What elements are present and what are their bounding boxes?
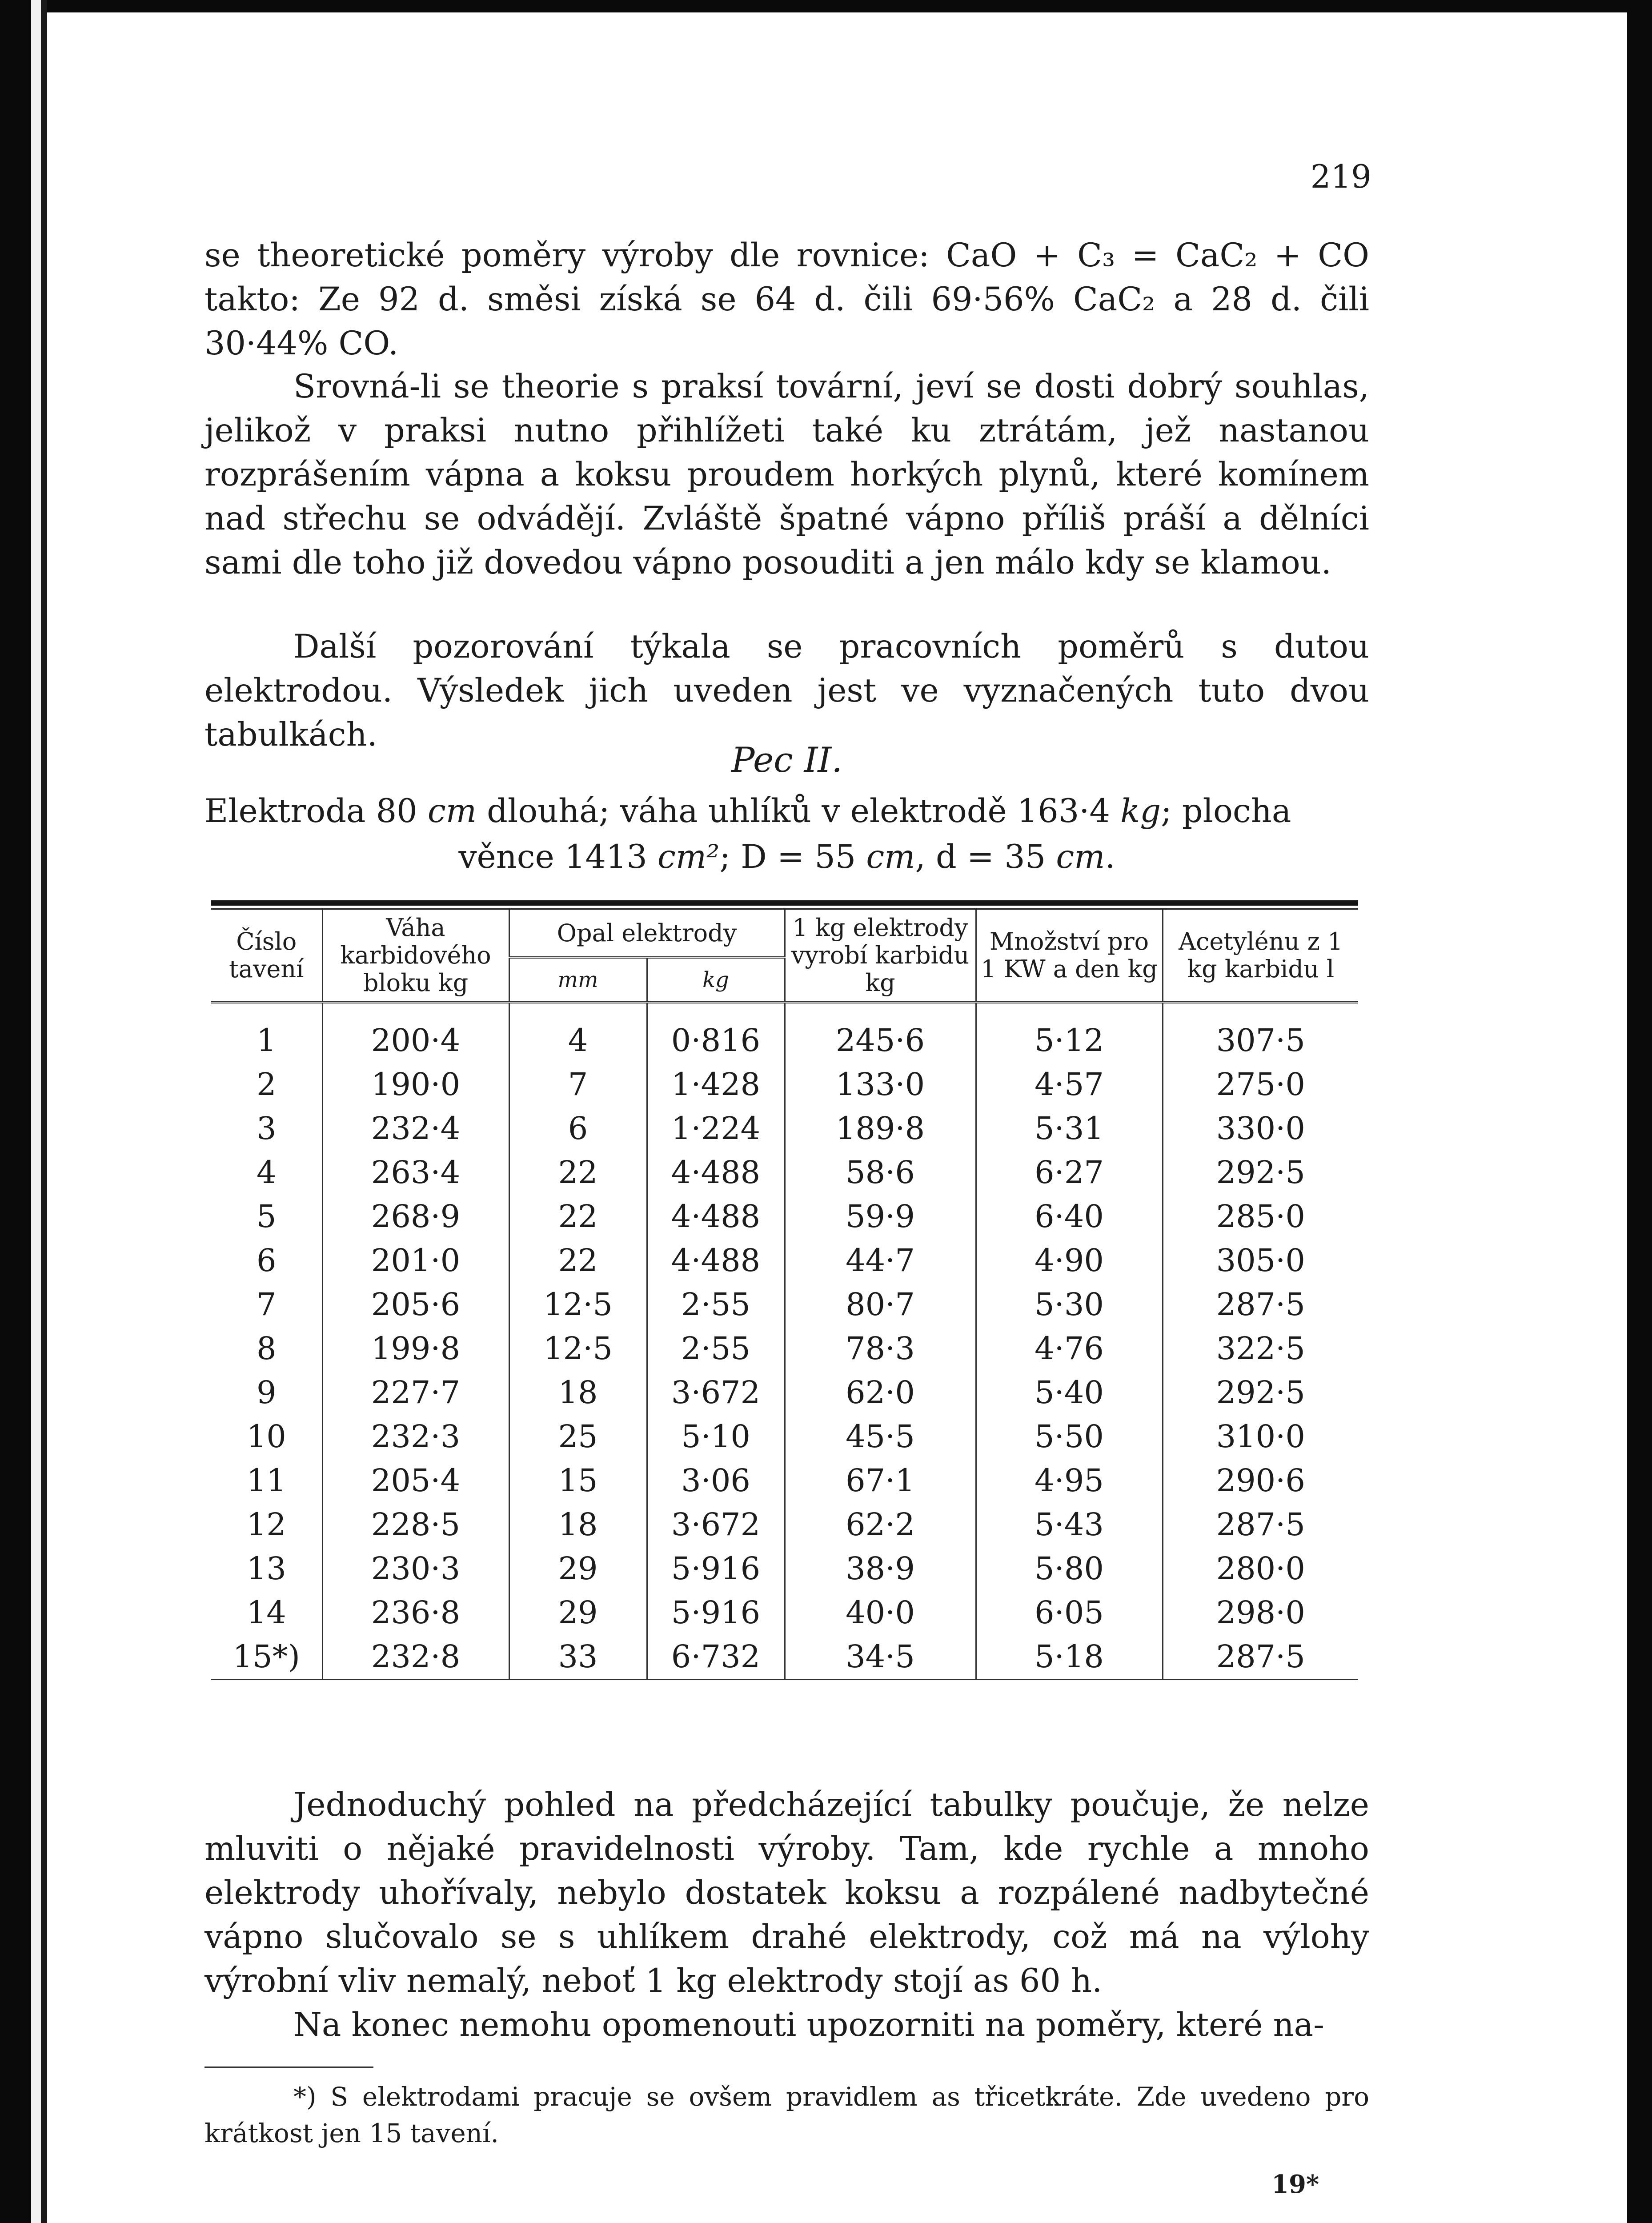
- header-opal-kg: kg: [647, 958, 785, 1003]
- cell-acetylen: 292·5: [1163, 1151, 1358, 1195]
- cell-vyrobi: 80·7: [785, 1283, 976, 1327]
- cell-n: 10: [246, 1418, 286, 1455]
- cell-mnozstvi: 4·90: [976, 1239, 1163, 1283]
- paragraph-2: Srovná-li se theorie s praksí tovární, jeví se dosti dobrý souhlas, jelikož v praksi nutno přihlížeti také ku ztrátám, jež nastanou rozprášením vápna a koksu proudem horkých plynů, které komínem nad střechu se odvádějí. Zvláště špatné vápno příliš práší a dělníci sami dle toho již dovedou vápno posouditi a jen málo kdy se klamou.: [204, 368, 1369, 582]
- scan-border-gap: [31, 0, 41, 2223]
- cell-acetylen: 275·0: [1163, 1063, 1358, 1107]
- paragraph-1: se theoretické poměry výroby dle rovnice: CaO + C₃ = CaC₂ + CO takto: Ze 92 d. směsi získá se 64 d. čili 69·56% CaC₂ a 28 d. čili 30·44% CO.: [204, 237, 1369, 362]
- header-elektrody: 1 kg elektrody vyrobí karbidu kg: [785, 910, 976, 1003]
- cell-mnozstvi: 5·43: [976, 1503, 1163, 1547]
- cell-n: 3: [256, 1110, 277, 1147]
- cell-n: 14: [246, 1594, 286, 1631]
- cell-vyrobi: 67·1: [785, 1459, 976, 1503]
- cell-kg: 3·672: [647, 1371, 785, 1415]
- cell-acetylen: 290·6: [1163, 1459, 1358, 1503]
- table-row: [211, 1327, 1358, 1371]
- table-row: [211, 1371, 1358, 1415]
- cell-mnozstvi: 6·40: [976, 1195, 1163, 1239]
- table-row: [211, 1591, 1358, 1635]
- cell-vaha: 232·8: [322, 1635, 509, 1680]
- scan-border-right: [1627, 0, 1652, 2223]
- cell-mnozstvi: 5·31: [976, 1107, 1163, 1151]
- cell-n: 5: [256, 1198, 277, 1235]
- table-row: [211, 1547, 1358, 1591]
- scan-border-left-inner: [41, 0, 47, 2223]
- cell-vyrobi: 59·9: [785, 1195, 976, 1239]
- table-row: [211, 1151, 1358, 1195]
- table-row: [211, 1063, 1358, 1107]
- cell-vyrobi: 62·2: [785, 1503, 976, 1547]
- cell-mnozstvi: 4·57: [976, 1063, 1163, 1107]
- cell-mm: 12·5: [509, 1327, 647, 1371]
- cell-n: 13: [246, 1550, 286, 1587]
- table-title: Pec II.: [731, 740, 843, 780]
- cell-acetylen: 292·5: [1163, 1371, 1358, 1415]
- scan-border-top: [0, 0, 1652, 12]
- paragraph-5: Na konec nemohu opomenouti upozorniti na poměry, které na-: [293, 2006, 1324, 2044]
- cell-acetylen: 307·5: [1163, 1003, 1358, 1063]
- cell-kg: 5·916: [647, 1591, 785, 1635]
- cell-kg: 0·816: [647, 1003, 785, 1063]
- table-top-rule: [211, 900, 1358, 906]
- cell-mm: 18: [509, 1503, 647, 1547]
- cell-kg: 4·488: [647, 1151, 785, 1195]
- cell-vyrobi: 78·3: [785, 1327, 976, 1371]
- electrode-spec-line-1: Elektroda 80 cm dlouhá; váha uhlíků v elektrodě 163·4 kg; plocha: [204, 792, 1291, 830]
- cell-vaha: 232·3: [322, 1415, 509, 1459]
- header-opal-mm: mm: [509, 958, 647, 1003]
- cell-vyrobi: 58·6: [785, 1151, 976, 1195]
- cell-mnozstvi: 5·50: [976, 1415, 1163, 1459]
- cell-acetylen: 305·0: [1163, 1239, 1358, 1283]
- cell-kg: 1·224: [647, 1107, 785, 1151]
- cell-mm: 25: [509, 1415, 647, 1459]
- cell-mnozstvi: 5·30: [976, 1283, 1163, 1327]
- cell-n: 11: [246, 1462, 286, 1499]
- table-row: [211, 1635, 1358, 1680]
- cell-acetylen: 287·5: [1163, 1635, 1358, 1680]
- table-row: [211, 1003, 1358, 1063]
- cell-vyrobi: 45·5: [785, 1415, 976, 1459]
- cell-mm: 29: [509, 1591, 647, 1635]
- cell-acetylen: 330·0: [1163, 1107, 1358, 1151]
- cell-n: 15*): [211, 1635, 322, 1680]
- cell-n: 9: [256, 1374, 277, 1411]
- cell-n: 8: [256, 1330, 277, 1367]
- cell-n: 7: [256, 1286, 277, 1323]
- cell-vaha: 268·9: [322, 1195, 509, 1239]
- cell-mnozstvi: 5·80: [976, 1547, 1163, 1591]
- cell-mnozstvi: 6·27: [976, 1151, 1163, 1195]
- header-opal: Opal elektrody: [509, 910, 785, 958]
- cell-acetylen: 287·5: [1163, 1283, 1358, 1327]
- cell-kg: 3·06: [647, 1459, 785, 1503]
- cell-mnozstvi: 4·76: [976, 1327, 1163, 1371]
- cell-vyrobi: 133·0: [785, 1063, 976, 1107]
- cell-vaha: 201·0: [322, 1239, 509, 1283]
- cell-vaha: 190·0: [322, 1063, 509, 1107]
- header-acetylenu: Acetylénu z 1 kg karbidu l: [1163, 910, 1358, 1003]
- cell-acetylen: 310·0: [1163, 1415, 1358, 1459]
- cell-n: 1: [256, 1022, 277, 1059]
- cell-mm: 22: [509, 1195, 647, 1239]
- cell-mm: 18: [509, 1371, 647, 1415]
- cell-mm: 7: [509, 1063, 647, 1107]
- cell-vyrobi: 62·0: [785, 1371, 976, 1415]
- cell-mnozstvi: 5·40: [976, 1371, 1163, 1415]
- cell-vyrobi: 40·0: [785, 1591, 976, 1635]
- cell-kg: 6·732: [647, 1635, 785, 1680]
- cell-kg: 4·488: [647, 1195, 785, 1239]
- cell-vaha: 230·3: [322, 1547, 509, 1591]
- cell-acetylen: 280·0: [1163, 1547, 1358, 1591]
- scan-border-left: [0, 0, 31, 2223]
- cell-vaha: 199·8: [322, 1327, 509, 1371]
- cell-mm: 29: [509, 1547, 647, 1591]
- cell-vaha: 227·7: [322, 1371, 509, 1415]
- table-row: [211, 1107, 1358, 1151]
- cell-acetylen: 322·5: [1163, 1327, 1358, 1371]
- cell-vyrobi: 44·7: [785, 1239, 976, 1283]
- cell-vaha: 232·4: [322, 1107, 509, 1151]
- cell-n: 6: [256, 1242, 277, 1279]
- cell-mnozstvi: 4·95: [976, 1459, 1163, 1503]
- page-number: 219: [1310, 158, 1371, 195]
- cell-kg: 1·428: [647, 1063, 785, 1107]
- cell-vyrobi: 245·6: [785, 1003, 976, 1063]
- cell-vaha: 228·5: [322, 1503, 509, 1547]
- cell-mm: 4: [509, 1003, 647, 1063]
- cell-kg: 2·55: [647, 1327, 785, 1371]
- cell-kg: 4·488: [647, 1239, 785, 1283]
- cell-vaha: 205·4: [322, 1459, 509, 1503]
- cell-mm: 6: [509, 1107, 647, 1151]
- table-row: [211, 1415, 1358, 1459]
- cell-acetylen: 298·0: [1163, 1591, 1358, 1635]
- cell-mm: 33: [509, 1635, 647, 1680]
- cell-vaha: 236·8: [322, 1591, 509, 1635]
- cell-n: 4: [256, 1154, 277, 1191]
- cell-mm: 12·5: [509, 1283, 647, 1327]
- cell-mnozstvi: 6·05: [976, 1591, 1163, 1635]
- footnote: *) S elektrodami pracuje se ovšem pravidlem as třicetkráte. Zde uvedeno pro krátkost jen 15 tavení.: [204, 2082, 1369, 2148]
- cell-mnozstvi: 5·18: [976, 1635, 1163, 1680]
- table-row: [211, 1283, 1358, 1327]
- cell-kg: 5·10: [647, 1415, 785, 1459]
- table-row: [211, 1195, 1358, 1239]
- cell-mm: 15: [509, 1459, 647, 1503]
- cell-kg: 2·55: [647, 1283, 785, 1327]
- printer-signature: 19*: [1271, 2170, 1319, 2199]
- cell-kg: 3·672: [647, 1503, 785, 1547]
- table-row: [211, 1459, 1358, 1503]
- cell-vaha: 205·6: [322, 1283, 509, 1327]
- cell-vyrobi: 34·5: [785, 1635, 976, 1680]
- paragraph-4: Jednoduchý pohled na předcházející tabulky poučuje, že nelze mluviti o nějaké pravidelnosti výroby. Tam, kde rychle a mnoho elektrody uhořívaly, nebylo dostatek koksu a rozpálené nadbytečné vápno slučovalo se s uhlíkem drahé elektrody, což má na výlohy výrobní vliv nemalý, neboť 1 kg elektrody stojí as 60 h.: [204, 1786, 1369, 2000]
- cell-n: 2: [256, 1066, 277, 1103]
- cell-vyrobi: 38·9: [785, 1547, 976, 1591]
- cell-mnozstvi: 5·12: [976, 1003, 1163, 1063]
- electrode-table: [211, 910, 1358, 1680]
- electrode-spec-line-2: věnce 1413 cm²; D = 55 cm, d = 35 cm.: [458, 838, 1115, 876]
- footnote-rule: [204, 2067, 373, 2068]
- data-table-wrapper: [211, 900, 1358, 1680]
- cell-n: 12: [246, 1506, 286, 1543]
- cell-vyrobi: 189·8: [785, 1107, 976, 1151]
- cell-kg: 5·916: [647, 1547, 785, 1591]
- cell-mm: 22: [509, 1151, 647, 1195]
- table-row: [211, 1239, 1358, 1283]
- cell-mm: 22: [509, 1239, 647, 1283]
- header-vaha: Váha karbidového bloku kg: [322, 910, 509, 1003]
- header-mnozstvi: Množství pro 1 KW a den kg: [976, 910, 1163, 1003]
- cell-acetylen: 285·0: [1163, 1195, 1358, 1239]
- cell-vaha: 263·4: [322, 1151, 509, 1195]
- table-row: [211, 1503, 1358, 1547]
- header-cislo: Číslo tavení: [211, 910, 322, 1003]
- cell-acetylen: 287·5: [1163, 1503, 1358, 1547]
- cell-vaha: 200·4: [322, 1003, 509, 1063]
- paragraph-3: Další pozorování týkala se pracovních poměrů s dutou elektrodou. Výsledek jich uveden jest ve vyznačených tuto dvou tabulkách.: [204, 628, 1369, 754]
